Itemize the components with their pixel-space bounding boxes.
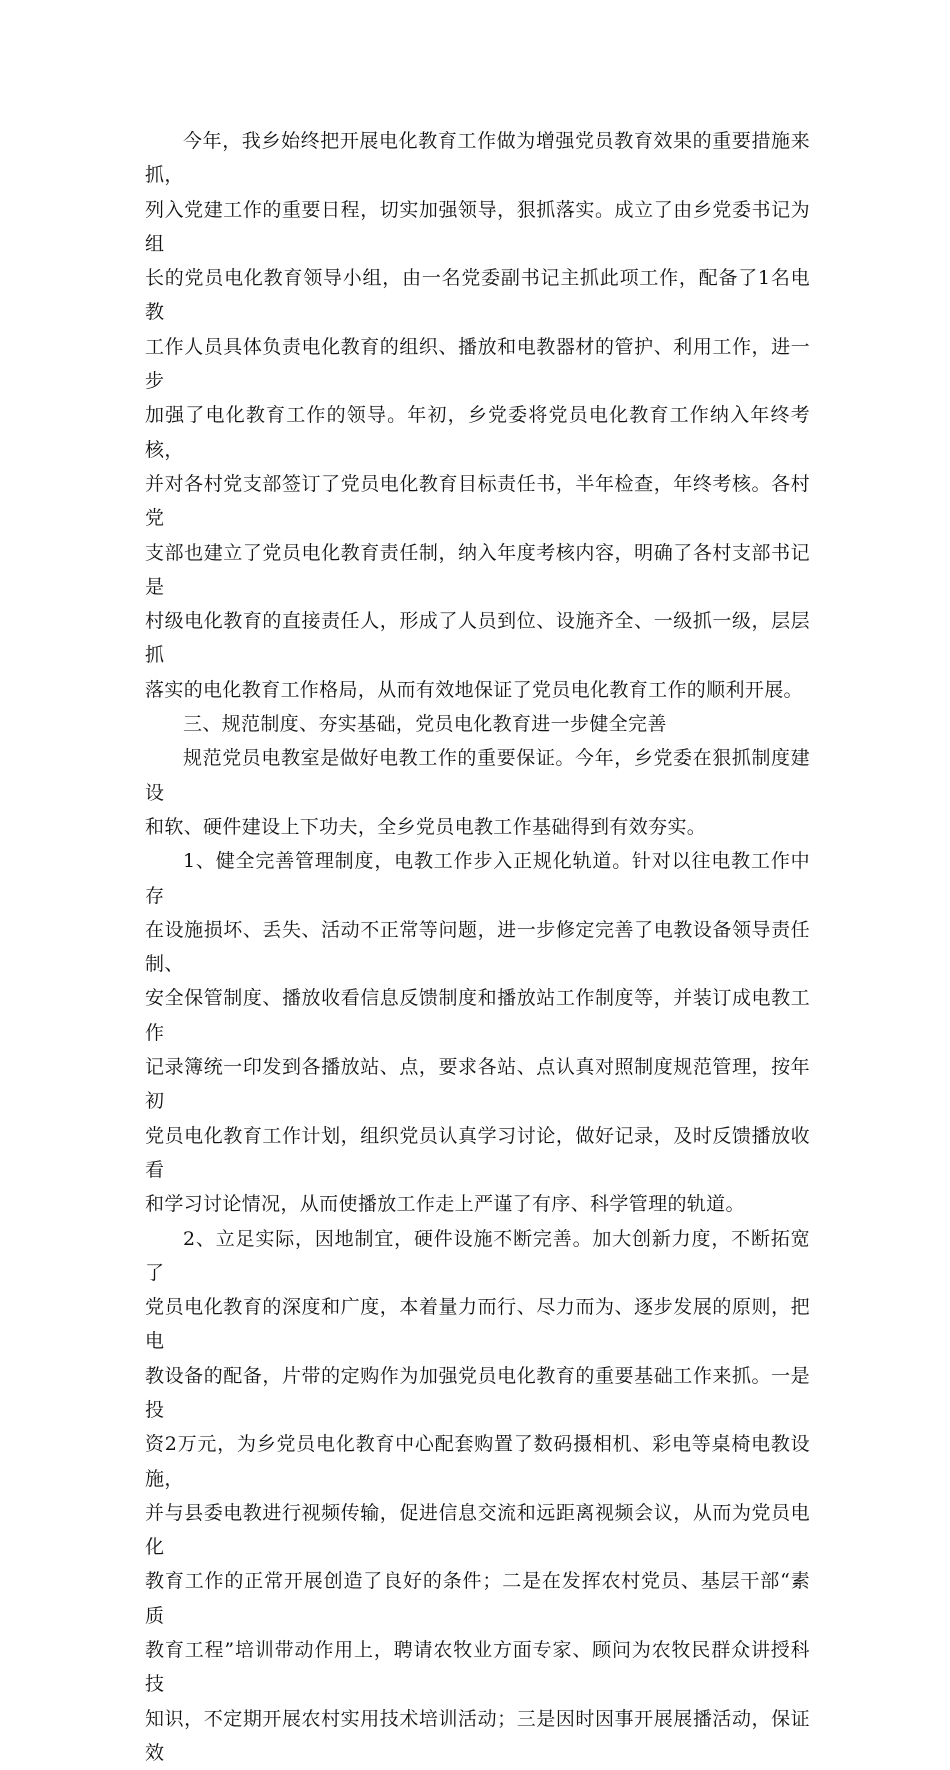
section-heading-3: 三、规范制度、夯实基础，党员电化教育进一步健全完善 bbox=[145, 707, 810, 741]
paragraph-hardware-facilities: 2、立足实际，因地制宜，硬件设施不断完善。加大创新力度，不断拓宽了 党员电化教育的深度和广度，本着量力而行、尽力而为、逐步发展的原则，把电 教设备的配备，片带的定购作为加强党员电化教育的重要基础工作来抓。一是投 资2万元，为乡党员电化教育中心配套购置了数码摄相机、彩电等桌椅电教设施， 并与县委电教进行视频传输，促进信息交流和远距离视频会议，从而为党员电化 教育工作的正常开展创造了良好的条件；二是在发挥农村党员、基层干部“素质 教育工程”培训带动作用上，聘请农牧业方面专家、顾问为农牧民群众讲授科技 知识，不定期开展农村实用技术培训活动；三是因时因事开展展播活动，保证效 bbox=[145, 1222, 810, 1770]
paragraph-foundation: 规范党员电教室是做好电教工作的重要保证。今年，乡党委在狠抓制度建设 和软、硬件建设上下功夫，全乡党员电教工作基础得到有效夯实。 bbox=[145, 741, 810, 844]
document-body bbox=[145, 124, 810, 1770]
paragraph-leadership: 今年，我乡始终把开展电化教育工作做为增强党员教育效果的重要措施来抓， 列入党建工作的重要日程，切实加强领导，狠抓落实。成立了由乡党委书记为组 长的党员电化教育领导小组，由一名党委副书记主抓此项工作，配备了1名电教 工作人员具体负责电化教育的组织、播放和电教器材的管护、利用工作，进一步 加强了电化教育工作的领导。年初，乡党委将党员电化教育工作纳入年终考核， 并对各村党支部签订了党员电化教育目标责任书，半年检查，年终考核。各村党 支部也建立了党员电化教育责任制，纳入年度考核内容，明确了各村支部书记是 村级电化教育的直接责任人，形成了人员到位、设施齐全、一级抓一级，层层抓 落实的电化教育工作格局，从而有效地保证了党员电化教育工作的顺利开展。 bbox=[145, 124, 810, 707]
paragraph-management-system: 1、健全完善管理制度，电教工作步入正规化轨道。针对以往电教工作中存 在设施损坏、丢失、活动不正常等问题，进一步修定完善了电教设备领导责任制、 安全保管制度、播放收看信息反馈制度和播放站工作制度等，并装订成电教工作 记录簿统一印发到各播放站、点，要求各站、点认真对照制度规范管理，按年初 党员电化教育工作计划，组织党员认真学习讨论，做好记录，及时反馈播放收看 和学习讨论情况，从而使播放工作走上严谨了有序、科学管理的轨道。 bbox=[145, 844, 810, 1221]
